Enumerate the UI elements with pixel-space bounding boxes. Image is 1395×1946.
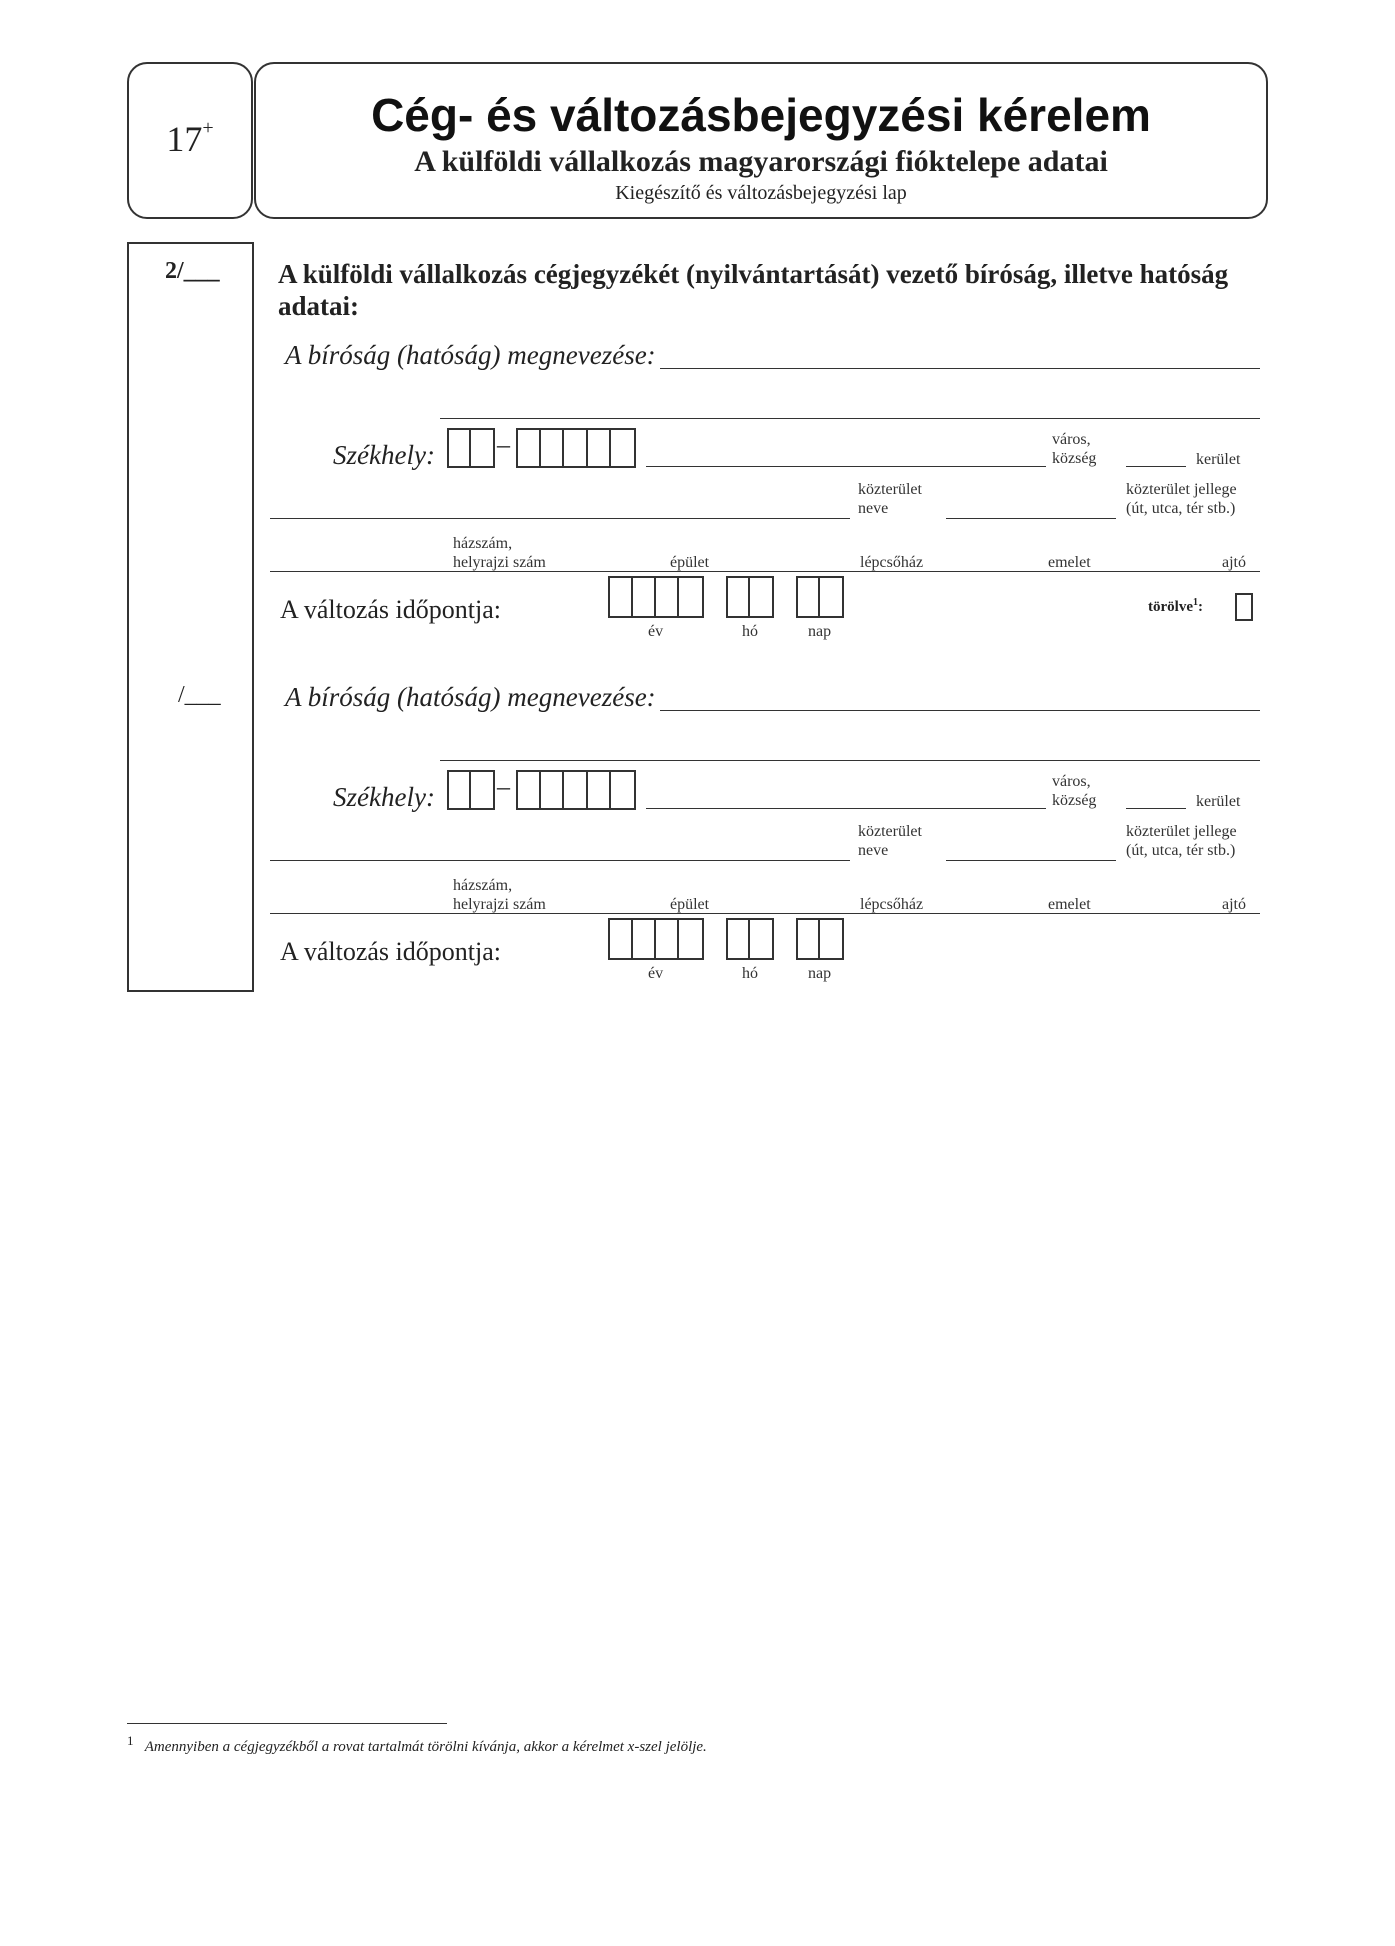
form-number-sup: +: [202, 117, 214, 139]
house-number-label: házszám, helyrajzi szám: [453, 535, 546, 571]
district-label: kerület: [1196, 451, 1241, 468]
street-name-field[interactable]: [270, 860, 850, 861]
day-boxes[interactable]: [796, 918, 844, 960]
street-type-field[interactable]: [946, 860, 1116, 861]
year-boxes[interactable]: [608, 918, 704, 960]
floor-label: emelet: [1048, 554, 1091, 571]
street-type-label: közterület jellege (út, utca, tér stb.): [1126, 823, 1237, 859]
street-name-field[interactable]: [270, 518, 850, 519]
staircase-label: lépcsőház: [860, 896, 924, 913]
address-detail-field[interactable]: [270, 571, 1260, 572]
month-boxes[interactable]: [726, 918, 774, 960]
floor-label: emelet: [1048, 896, 1091, 913]
street-name-label: közterület neve: [858, 481, 922, 517]
footnote: $^1$ Amennyiben a cégjegyzékből a rovat tartalmát törölni kívánja, akkor a kérelmet x-szel jelölje.: [127, 1733, 707, 1755]
postal-code-boxes[interactable]: [516, 428, 636, 468]
row-label-2: /___: [178, 682, 221, 708]
street-name-label: közterület neve: [858, 823, 922, 859]
year-label: év: [648, 965, 664, 982]
country-code-boxes[interactable]: [447, 428, 495, 468]
seat-label: Székhely:: [333, 782, 435, 812]
form-number: 17+: [166, 117, 214, 159]
court-name-field[interactable]: [660, 368, 1260, 369]
month-label: hó: [742, 623, 758, 640]
country-code-boxes[interactable]: [447, 770, 495, 810]
staircase-label: lépcsőház: [860, 554, 924, 571]
month-label: hó: [742, 965, 758, 982]
code-dash: –: [497, 772, 510, 801]
address-detail-field[interactable]: [270, 913, 1260, 914]
postal-code-boxes[interactable]: [516, 770, 636, 810]
footnote-divider: [127, 1723, 447, 1724]
seat-label: Székhely:: [333, 440, 435, 470]
building-label: épület: [670, 554, 710, 571]
building-label: épület: [670, 896, 710, 913]
code-dash: –: [497, 430, 510, 459]
city-label: város, község: [1052, 773, 1097, 809]
door-label: ajtó: [1222, 896, 1246, 913]
year-label: év: [648, 623, 664, 640]
section-heading: A külföldi vállalkozás cégjegyzékét (nyilvántartását) vezető bíróság, illetve hatóság adatai:: [278, 259, 1229, 321]
change-date-label: A változás időpontja:: [280, 937, 501, 966]
day-boxes[interactable]: [796, 576, 844, 618]
street-type-field[interactable]: [946, 518, 1116, 519]
district-field[interactable]: [1126, 466, 1186, 467]
city-field[interactable]: [646, 466, 1046, 467]
day-label: nap: [808, 623, 832, 640]
page-title: Cég- és változásbejegyzési kérelem: [371, 89, 1151, 141]
month-boxes[interactable]: [726, 576, 774, 618]
street-type-label: közterület jellege (út, utca, tér stb.): [1126, 481, 1237, 517]
door-label: ajtó: [1222, 554, 1246, 571]
day-label: nap: [808, 965, 832, 982]
city-field[interactable]: [646, 808, 1046, 809]
city-label: város, község: [1052, 431, 1097, 467]
district-label: kerület: [1196, 793, 1241, 810]
district-field[interactable]: [1126, 808, 1186, 809]
page-subtitle: A külföldi vállalkozás magyarországi fióktelepe adatai: [414, 145, 1108, 178]
change-date-label: A változás időpontja:: [280, 595, 501, 624]
court-name-label: A bíróság (hatóság) megnevezése:: [285, 682, 656, 712]
row-label-1: 2/___: [165, 258, 220, 284]
deleted-label: törölve$^1$:: [1148, 597, 1203, 615]
page-subsubtitle: Kiegészítő és változásbejegyzési lap: [615, 182, 907, 204]
court-name-label: A bíróság (hatóság) megnevezése:: [285, 340, 656, 370]
year-boxes[interactable]: [608, 576, 704, 618]
deleted-checkbox[interactable]: [1235, 593, 1253, 621]
row-number-column: [127, 242, 254, 992]
court-name-field-2[interactable]: [440, 760, 1260, 761]
court-name-field-2[interactable]: [440, 418, 1260, 419]
house-number-label: házszám, helyrajzi szám: [453, 877, 546, 913]
court-name-field[interactable]: [660, 710, 1260, 711]
